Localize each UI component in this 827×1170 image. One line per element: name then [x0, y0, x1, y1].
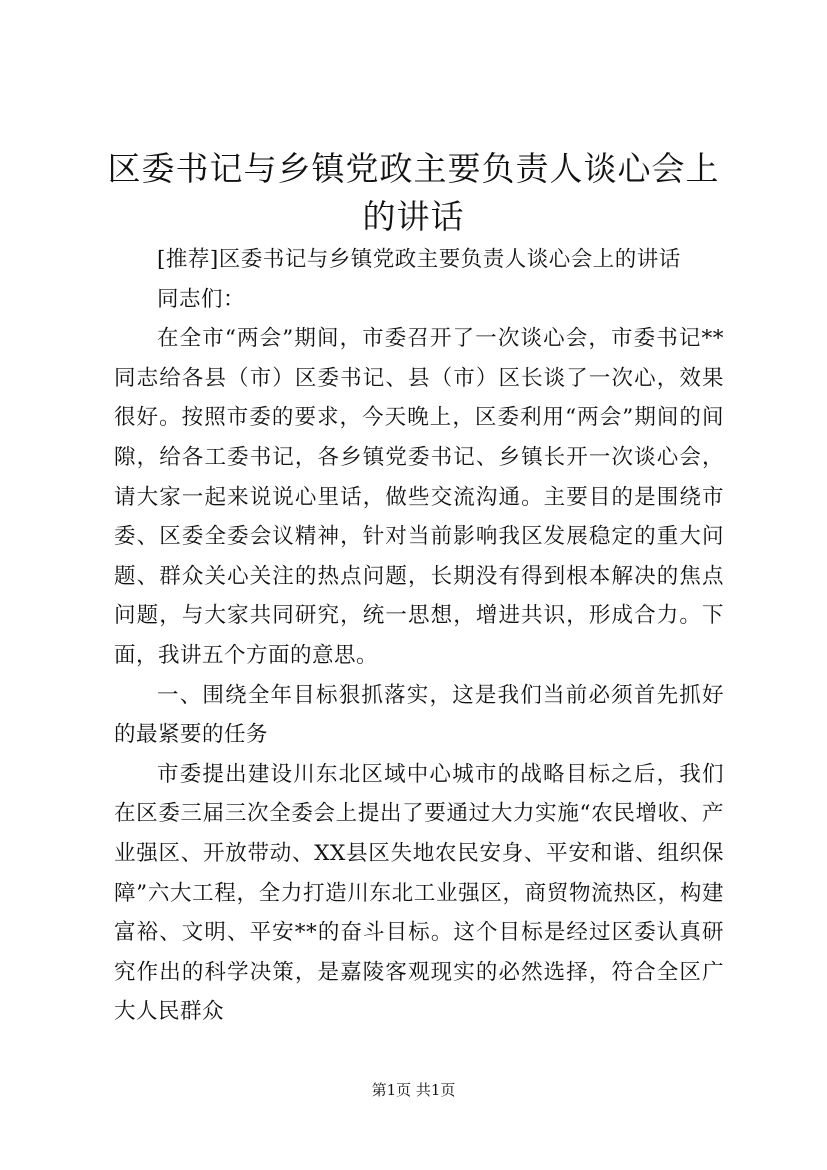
page-footer: 第1页 共1页 — [371, 1081, 456, 1099]
document-body — [114, 240, 724, 1032]
body-paragraph: 在全市“两会”期间，市委召开了一次谈心会，市委书记**同志给各县（市）区委书记、县（市）区长谈了一次心，效果很好。按照市委的要求，今天晚上，区委利用“两会”期间的间隙，给各工委书记，各乡镇党委书记、乡镇长开一次谈心会，请大家一起来说说心里话，做些交流沟通。主要目的是围绕市委、区委全委会议精神，针对当前影响我区发展稳定的重大问题、群众关心关注的热点问题，长期没有得到根本解决的焦点问题，与大家共同研究，统一思想，增进共识，形成合力。下面，我讲五个方面的意思。 — [114, 326, 724, 668]
section-heading: 一、围绕全年目标狠抓落实，这是我们当前必须首先抓好的最紧要的任务 — [114, 682, 724, 748]
body-paragraph: 市委提出建设川东北区域中心城市的战略目标之后，我们在区委三届三次全委会上提出了要通过大力实施“农民增收、产业强区、开放带动、XX县区失地农民安身、平安和谐、组织保障”六大工程，全力打造川东北工业强区，商贸物流热区，构建富裕、文明、平安**的奋斗目标。这个目标是经过区委认真研究作出的科学决策，是嘉陵客观现实的必然选择，符合全区广大人民群众 — [114, 761, 724, 1025]
document-title: 区委书记与乡镇党政主要负责人谈心会上的讲话 — [107, 149, 720, 236]
salutation: 同志们： — [157, 286, 246, 312]
recommend-line: [推荐]区委书记与乡镇党政主要负责人谈心会上的讲话 — [157, 247, 681, 272]
